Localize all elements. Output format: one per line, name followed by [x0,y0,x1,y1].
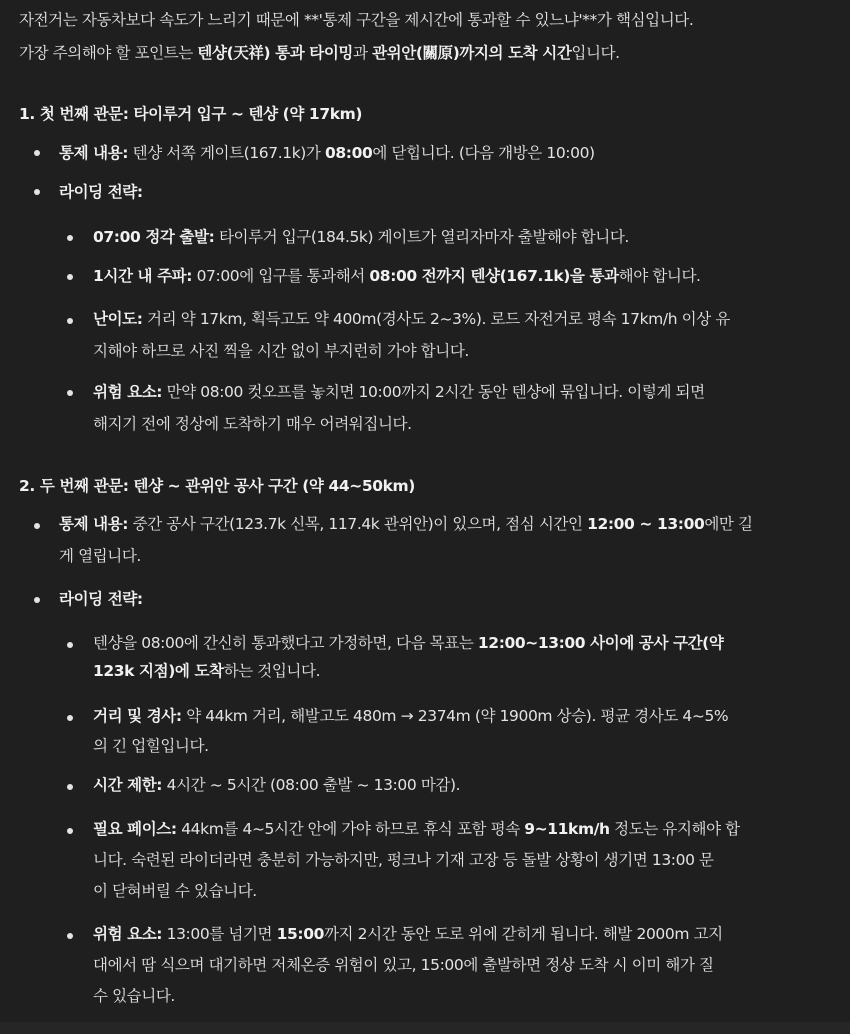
section-2-heading: 2. 두 번째 관문: 텐샹 ~ 관위안 공사 구간 (약 44~50km) [19,477,415,495]
s1-control-item: 통제 내용: 텐샹 서쪽 게이트(167.1k)가 08:00에 닫힙니다. (다음 개방은 10:00) [59,144,595,162]
s2-strategy-item-1: 텐샹을 08:00에 간신히 통과했다고 가정하면, 다음 목표는 12:00~13:00 사이에 공사 구간(약 [93,634,724,652]
s2-strategy-item-5-cont: 대에서 땀 식으며 대기하면 저체온증 위험이 있고, 15:00에 출발하면 정상 도착 시 이미 해가 질 [93,956,714,974]
s2-strategy-item-4-cont-2: 이 닫혀버릴 수 있습니다. [93,882,257,900]
bullet-dot [34,189,40,195]
bullet-dot [67,318,73,324]
bullet-dot [67,828,73,834]
s1-strategy-item-4-cont: 해지기 전에 정상에 도착하기 매우 어려워집니다. [93,415,412,433]
bullet-dot [67,390,73,396]
s2-strategy-item-2: 거리 및 경사: 약 44km 거리, 해발고도 480m → 2374m (약 1900m 상승). 평균 경사도 4~5% [93,707,729,725]
s1-strategy-item-3: 난이도: 거리 약 17km, 획득고도 약 400m(경사도 2~3%). 로드 자전거로 평속 17km/h 이상 유 [93,310,730,328]
s2-control-item: 통제 내용: 중간 공사 구간(123.7k 신목, 117.4k 관위안)이 있으며, 점심 시간인 12:00 ~ 13:00에만 길 [59,515,753,533]
s2-strategy-item-3: 시간 제한: 4시간 ~ 5시간 (08:00 출발 ~ 13:00 마감). [93,776,461,794]
s1-strategy-label: 라이딩 전략: [59,183,143,201]
s2-strategy-item-5: 위험 요소: 13:00를 넘기면 15:00까지 2시간 동안 도로 위에 갇히게 됩니다. 해발 2000m 고지 [93,925,723,943]
bottom-bar [0,1022,850,1034]
s2-strategy-item-1-cont: 123k 지점)에 도착하는 것입니다. [93,662,321,680]
bullet-dot [67,784,73,790]
s2-strategy-item-4-cont: 니다. 숙련된 라이더라면 충분히 가능하지만, 펑크나 기재 고장 등 돌발 상황이 생기면 13:00 문 [93,851,714,869]
bullet-dot [34,523,40,529]
bullet-dot [67,933,73,939]
s2-strategy-item-2-cont: 의 긴 업힐입니다. [93,737,209,755]
s1-strategy-item-2: 1시간 내 주파: 07:00에 입구를 통과해서 08:00 전까지 텐샹(167.1k)을 통과해야 합니다. [93,267,701,285]
s2-control-item-cont: 게 열립니다. [59,547,141,565]
s1-strategy-item-4: 위험 요소: 만약 08:00 컷오프를 놓치면 10:00까지 2시간 동안 텐샹에 묶입니다. 이렇게 되면 [93,383,705,401]
bullet-dot [67,274,73,280]
intro-line-2: 가장 주의해야 할 포인트는 텐샹(天祥) 통과 타이밍과 관위안(關原)까지의 도착 시간입니다. [19,44,620,62]
bullet-dot [67,235,73,241]
section-1-heading: 1. 첫 번째 관문: 타이루거 입구 ~ 텐샹 (약 17km) [19,105,363,123]
s2-strategy-item-5-cont-2: 수 있습니다. [93,987,175,1005]
bullet-dot [67,715,73,721]
s2-strategy-label: 라이딩 전략: [59,590,143,608]
bullet-dot [34,150,40,156]
s1-strategy-item-3-cont: 지해야 하므로 사진 찍을 시간 없이 부지런히 가야 합니다. [93,342,469,360]
bullet-dot [34,597,40,603]
s2-strategy-item-4: 필요 페이스: 44km를 4~5시간 안에 가야 하므로 휴식 포함 평속 9~11km/h 정도는 유지해야 합 [93,820,740,838]
bullet-dot [67,642,73,648]
intro-line-1: 자전거는 자동차보다 속도가 느리기 때문에 **'통제 구간을 제시간에 통과할 수 있느냐'**가 핵심입니다. [19,11,694,29]
s1-strategy-item-1: 07:00 정각 출발: 타이루거 입구(184.5k) 게이트가 열리자마자 출발해야 합니다. [93,228,629,246]
